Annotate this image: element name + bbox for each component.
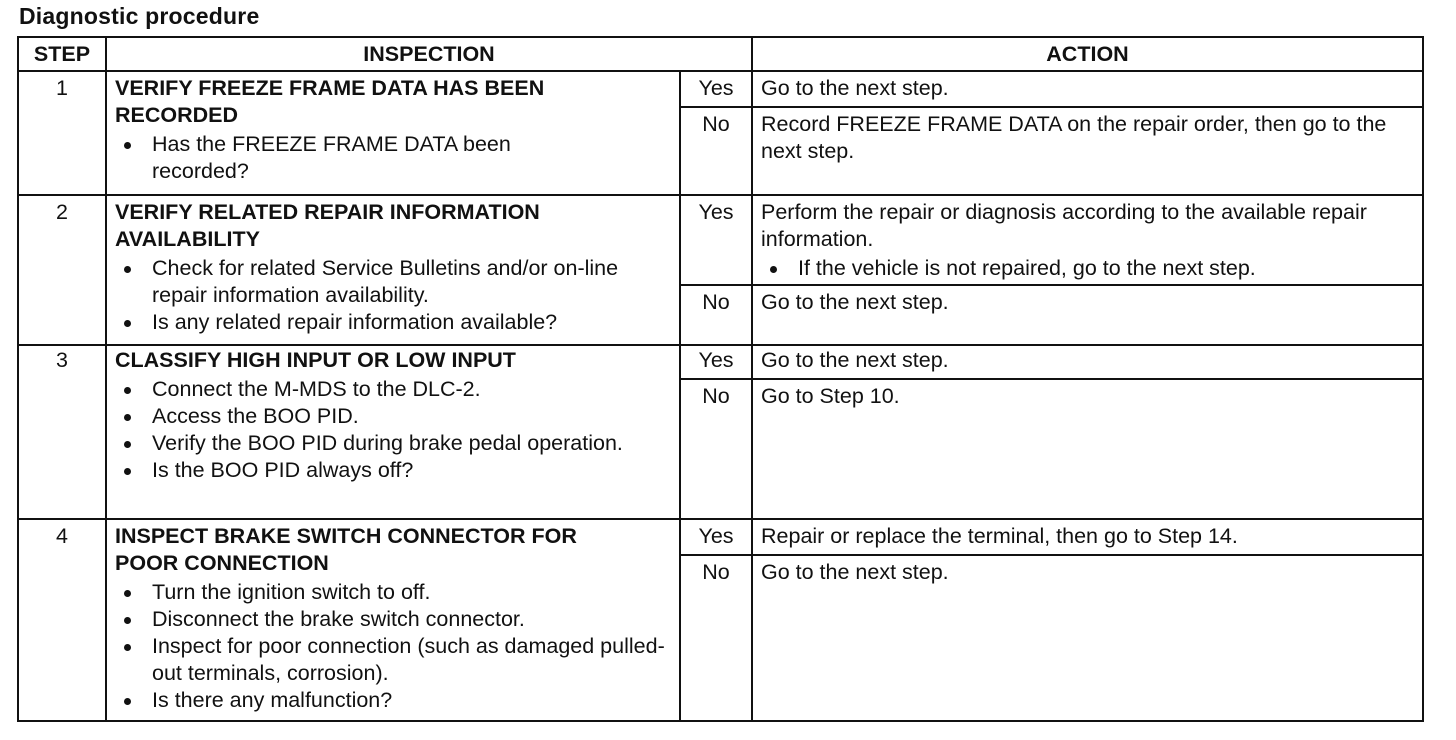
no-action: Go to the next step. (752, 555, 1423, 721)
table-row (18, 195, 1423, 285)
list-item: If the vehicle is not repaired, go to the next step. (761, 255, 1414, 282)
page-title: Diagnostic procedure (19, 3, 260, 29)
diagnostic-table (17, 36, 1424, 722)
inspection-cell (106, 71, 680, 195)
list-item: Turn the ignition switch to off. (115, 579, 671, 606)
yes-label: Yes (680, 195, 752, 285)
no-action: Go to Step 10. (752, 379, 1423, 519)
list-item: Has the FREEZE FRAME DATA been recorded? (115, 131, 671, 185)
inspection-cell (106, 519, 680, 721)
table-row (18, 345, 1423, 379)
inspection-cell (106, 345, 680, 519)
inspection-bullets (115, 579, 671, 714)
no-action: Go to the next step. (752, 285, 1423, 345)
inspection-bullets (115, 131, 671, 185)
step-number: 1 (18, 71, 106, 195)
step-number: 3 (18, 345, 106, 519)
step-header: STEP (18, 37, 106, 71)
table-row (18, 71, 1423, 107)
no-label: No (680, 107, 752, 195)
list-item: Is there any malfunction? (115, 687, 671, 714)
step-number: 2 (18, 195, 106, 345)
yes-action: Go to the next step. (752, 71, 1423, 107)
list-item: Verify the BOO PID during brake pedal operation. (115, 430, 671, 457)
inspection-heading: INSPECT BRAKE SWITCH CONNECTOR FOR POOR CONNECTION (115, 524, 577, 575)
yes-action-cell (752, 195, 1423, 285)
inspection-heading: VERIFY RELATED REPAIR INFORMATION AVAILABILITY (115, 200, 540, 251)
list-item: Is any related repair information available? (115, 309, 671, 336)
inspection-cell (106, 195, 680, 345)
list-item: Check for related Service Bulletins and/or on-line repair information availability. (115, 255, 671, 309)
inspection-header: INSPECTION (106, 37, 752, 71)
list-item: Inspect for poor connection (such as damaged pulled-out terminals, corrosion). (115, 633, 671, 687)
inspection-bullets (115, 376, 671, 484)
step-number: 4 (18, 519, 106, 721)
inspection-heading: VERIFY FREEZE FRAME DATA HAS BEEN RECORDED (115, 76, 545, 127)
inspection-heading: CLASSIFY HIGH INPUT OR LOW INPUT (115, 348, 516, 372)
table-row (18, 519, 1423, 555)
list-item: Disconnect the brake switch connector. (115, 606, 671, 633)
list-item: Is the BOO PID always off? (115, 457, 671, 484)
list-item: Access the BOO PID. (115, 403, 671, 430)
yes-label: Yes (680, 71, 752, 107)
no-action: Record FREEZE FRAME DATA on the repair order, then go to the next step. (752, 107, 1423, 195)
yes-action: Repair or replace the terminal, then go to Step 14. (752, 519, 1423, 555)
yes-label: Yes (680, 345, 752, 379)
yes-action: Go to the next step. (752, 345, 1423, 379)
no-label: No (680, 285, 752, 345)
list-item: Connect the M-MDS to the DLC-2. (115, 376, 671, 403)
yes-label: Yes (680, 519, 752, 555)
no-label: No (680, 555, 752, 721)
action-header: ACTION (752, 37, 1423, 71)
no-label: No (680, 379, 752, 519)
header-row (18, 37, 1423, 71)
action-bullets (761, 255, 1414, 282)
yes-action: Perform the repair or diagnosis according to the available repair information. (761, 200, 1367, 251)
inspection-bullets (115, 255, 671, 336)
